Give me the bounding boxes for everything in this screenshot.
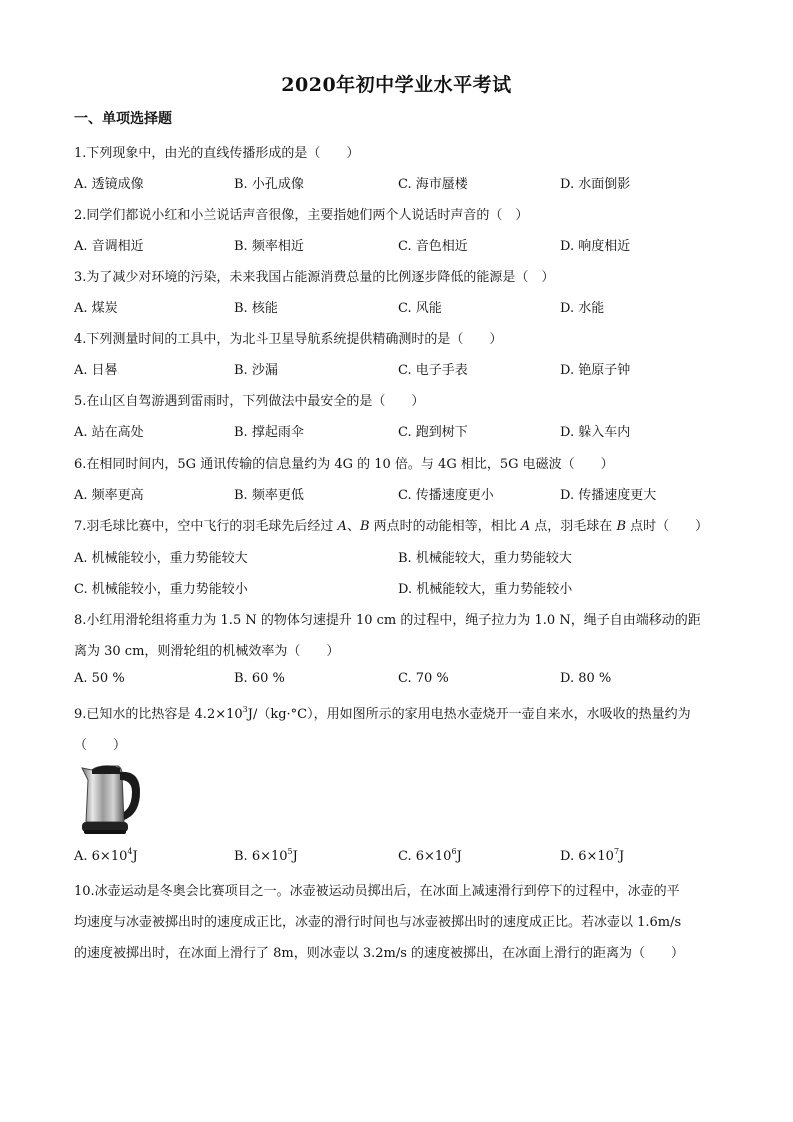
question-5-option-c: C. 跑到树下	[398, 425, 468, 440]
question-3-option-c: C. 风能	[398, 301, 442, 316]
question-4-option-b: B. 沙漏	[234, 363, 278, 378]
question-4-option-d: D. 铯原子钟	[560, 363, 631, 378]
question-2-option-a: A. 音调相近	[74, 239, 144, 254]
question-4-option-c: C. 电子手表	[398, 363, 468, 378]
question-2-option-b: B. 频率相近	[234, 239, 304, 254]
question-1-option-b: B. 小孔成像	[234, 177, 304, 192]
question-5-stem: 5.在山区自驾游遇到雷雨时，下列做法中最安全的是（ ）	[74, 394, 425, 409]
question-9-option-b: B. $6\times 10^5J$	[234, 846, 298, 864]
question-3-option-d: D. 水能	[560, 301, 605, 316]
section-heading: 一、单项选择题	[74, 111, 172, 127]
question-2-stem: 2.同学们都说小红和小兰说话声音很像，主要指她们两个人说话时声音的（ ）	[74, 208, 529, 223]
question-4-option-a: A. 日晷	[74, 363, 118, 378]
page-title: 2020年初中学业水平考试	[281, 74, 512, 96]
question-9-stem-line-2: （ ）	[74, 738, 127, 753]
question-9-option-d: D. $6\times 10^7J$	[560, 846, 625, 864]
question-2-option-d: D. 响度相近	[560, 239, 631, 254]
question-5-option-b: B. 撑起雨伞	[234, 425, 304, 440]
question-7-stem: 7.羽毛球比赛中，空中飞行的羽毛球先后经过 A、B 两点时的动能相等，相比 A 点，羽毛球在 B 点时（ ）	[74, 519, 709, 534]
question-8-stem-line-2: 离为 30 cm，则滑轮组的机械效率为（ ）	[74, 644, 340, 659]
question-10-stem-line-1: 10.冰壶运动是冬奥会比赛项目之一。冰壶被运动员掷出后，在冰面上减速滑行到停下的过程中，冰壶的平	[74, 884, 680, 899]
question-8-option-b: B. 60 %	[234, 671, 285, 686]
question-9-stem-line-1: 9.已知水的比热容是 $4.2\times 10^3J/(kg\cdot^\circ C)$，用如图所示的家用电热水壶烧开一壶自来水，水吸收的热量约为	[74, 704, 691, 722]
electric-kettle-image	[74, 758, 148, 838]
question-4-stem: 4.下列测量时间的工具中，为北斗卫星导航系统提供精确测时的是（ ）	[74, 332, 503, 347]
question-6-option-c: C. 传播速度更小	[398, 488, 494, 503]
question-7-option-c: C. 机械能较小，重力势能较小	[74, 582, 248, 597]
question-5-option-d: D. 躲入车内	[560, 425, 631, 440]
question-8-option-c: C. 70 %	[398, 671, 449, 686]
question-8-option-a: A. 50 %	[74, 671, 125, 686]
question-6-option-d: D. 传播速度更大	[560, 488, 657, 503]
question-7-option-d: D. 机械能较大，重力势能较小	[398, 582, 573, 597]
question-3-stem: 3.为了减少对环境的污染，未来我国占能源消费总量的比例逐步降低的能源是（ ）	[74, 270, 555, 285]
question-9-option-a: A. $6\times 10^4J$	[74, 846, 138, 864]
question-5-option-a: A. 站在高处	[74, 425, 144, 440]
question-8-option-d: D. 80 %	[560, 671, 612, 686]
question-8-stem-line-1: 8.小红用滑轮组将重力为 1.5 N 的物体匀速提升 10 cm 的过程中，绳子拉力为 1.0 N，绳子自由端移动的距	[74, 613, 701, 628]
question-10-stem-line-2: 均速度与冰壶被掷出时的速度成正比，冰壶的滑行时间也与冰壶被掷出时的速度成正比。若冰壶以 1.6m/s	[74, 915, 682, 930]
question-6-stem: 6.在相同时间内，5G 通讯传输的信息量约为 4G 的 10 倍。与 4G 相比，5G 电磁波（ ）	[74, 457, 614, 472]
question-9-option-c: C. $6\times 10^6J$	[398, 846, 462, 864]
question-10-stem-line-3: 的速度被掷出时，在冰面上滑行了 8m，则冰壶以 3.2m/s 的速度被掷出，在冰面上滑行的距离为（ ）	[74, 946, 685, 961]
question-7-option-b: B. 机械能较大，重力势能较大	[398, 551, 572, 566]
question-1-option-a: A. 透镜成像	[74, 177, 144, 192]
question-6-option-a: A. 频率更高	[74, 488, 144, 503]
question-7-option-a: A. 机械能较小，重力势能较大	[74, 551, 248, 566]
question-1-option-d: D. 水面倒影	[560, 177, 631, 192]
question-3-option-a: A. 煤炭	[74, 301, 118, 316]
question-3-option-b: B. 核能	[234, 301, 278, 316]
question-1-option-c: C. 海市蜃楼	[398, 177, 468, 192]
question-2-option-c: C. 音色相近	[398, 239, 468, 254]
question-6-option-b: B. 频率更低	[234, 488, 304, 503]
question-1-stem: 1.下列现象中，由光的直线传播形成的是（ ）	[74, 146, 360, 161]
